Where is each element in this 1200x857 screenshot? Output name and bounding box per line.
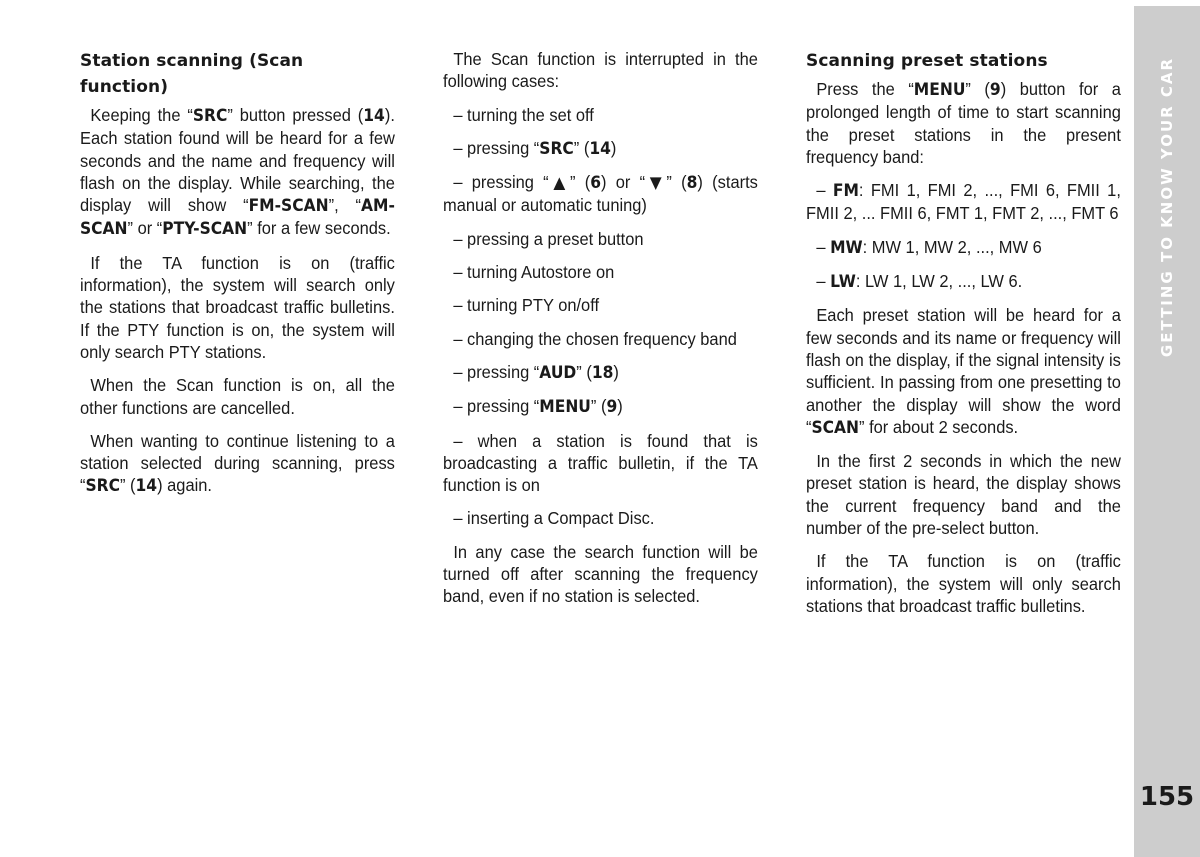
list-item: – pressing a preset button [453, 228, 644, 249]
scan-paragraph-3: When the Scan function is on, all the other functions are cancelled. [80, 375, 395, 418]
list-item: – pressing “MENU” (9) [453, 396, 623, 417]
chapter-title: GETTING TO KNOW YOUR CAR [1158, 56, 1176, 358]
column-right [806, 48, 1121, 628]
list-item: – turning Autostore on [453, 262, 615, 283]
preset-paragraph-4: If the TA function is on (traffic information), the system will only search stations that broadcast traffic bulletins. [806, 551, 1121, 616]
preset-paragraph-3: In the first 2 seconds in which the new preset station is heard, the display shows the current frequency band and the number of the pre-select button. [806, 451, 1121, 539]
interrupt-outro: In any case the search function will be turned off after scanning the frequency band, even if no station is selected. [443, 541, 758, 607]
section-heading-preset: Scanning preset stations [806, 51, 1048, 71]
scan-paragraph-1: Keeping the “SRC” button pressed (14). Each station found will be heard for a few seconds and the name and frequency will flash on the display. While searching, the display will show “FM-SCAN”, “AM-SCAN” or “PTY-SCAN” for a few seconds. [80, 105, 395, 239]
band-list-mw: – MW: MW 1, MW 2, ..., MW 6 [816, 236, 1042, 257]
list-item: – when a station is found that is broadcasting a traffic bulletin, if the TA function is on [443, 430, 758, 496]
column-left [80, 48, 395, 509]
preset-paragraph-2: Each preset station will be heard for a few seconds and its name or frequency will flash on the display, if the signal intensity is sufficient. In passing from one presetting to another the display will show the word “SCAN” for about 2 seconds. [806, 305, 1121, 437]
section-heading-scan: Station scanning (Scan function) [80, 51, 304, 97]
band-list-lw: – LW: LW 1, LW 2, ..., LW 6. [816, 271, 1023, 292]
list-item: – pressing “▲” (6) or “▼” (8) (starts manual or automatic tuning) [443, 172, 758, 216]
list-item: – pressing “SRC” (14) [453, 137, 617, 158]
list-item: – turning the set off [453, 104, 594, 125]
page-number: 155 [1139, 782, 1195, 812]
scan-paragraph-2: If the TA function is on (traffic information), the system will search only the stations that broadcast traffic bulletins. If the PTY function is on, the system will only search PTY stations. [80, 252, 395, 362]
band-list-fm: – FM: FMI 1, FMI 2, ..., FMI 6, FMII 1, FMII 2, ... FMII 6, FMT 1, FMT 2, ..., FMT 6 [806, 180, 1121, 224]
column-middle [443, 48, 758, 619]
preset-paragraph-1: Press the “MENU” (9) button for a prolonged length of time to start scanning the preset stations in the present frequency band: [806, 79, 1121, 167]
list-item: – pressing “AUD” (18) [453, 361, 619, 382]
list-item: – inserting a Compact Disc. [453, 508, 655, 529]
list-item: – changing the chosen frequency band [453, 328, 737, 349]
interrupt-intro: The Scan function is interrupted in the following cases: [443, 49, 758, 92]
scan-paragraph-4: When wanting to continue listening to a station selected during scanning, press “SRC” (14) again. [80, 430, 395, 496]
list-item: – turning PTY on/off [453, 295, 600, 316]
